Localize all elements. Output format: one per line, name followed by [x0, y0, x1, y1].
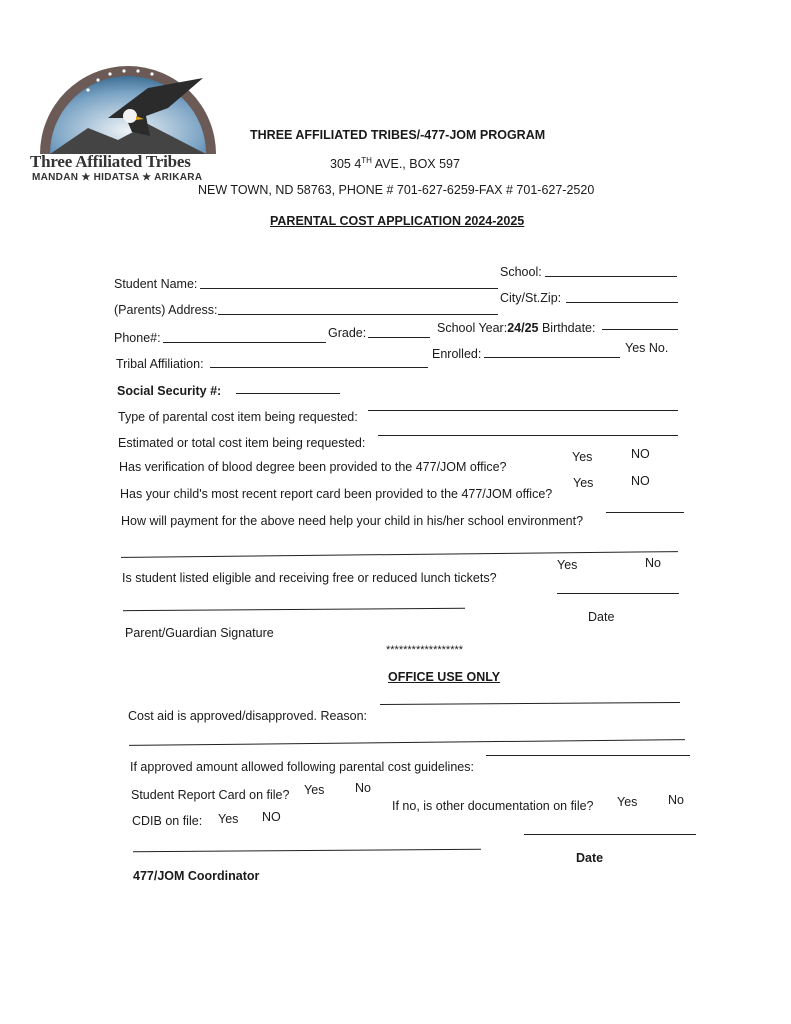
reason-field-1[interactable]	[380, 702, 680, 705]
blood-degree-yes[interactable]: Yes	[572, 450, 593, 464]
divider-stars: ******************	[386, 644, 464, 656]
school-year-value: 24/25	[507, 321, 539, 335]
cdib-no[interactable]: NO	[262, 810, 281, 824]
school-year	[437, 321, 595, 335]
guidelines-field[interactable]	[486, 755, 690, 756]
payment-field-2[interactable]	[121, 551, 678, 558]
other-doc-label: If no, is other documentation on file?	[392, 799, 594, 813]
blood-degree-no[interactable]: NO	[631, 447, 650, 461]
form-title: PARENTAL COST APPLICATION 2024-2025	[270, 214, 525, 228]
city-field[interactable]	[566, 302, 678, 303]
tribal-affiliation-label: Tribal Affiliation:	[116, 357, 204, 371]
item-type-label: Type of parental cost item being requested:	[118, 410, 358, 424]
grade-label: Grade:	[328, 326, 367, 340]
item-type-field[interactable]	[368, 410, 678, 411]
report-card-yes[interactable]: Yes	[573, 476, 594, 490]
payment-question: How will payment for the above need help your child in his/her school environment?	[121, 514, 584, 528]
signature-label: Parent/Guardian Signature	[125, 626, 274, 640]
student-name-label: Student Name:	[114, 277, 198, 291]
enrolled-options[interactable]: Yes No.	[625, 341, 669, 355]
cdib-label: CDIB on file:	[132, 814, 203, 828]
coordinator-signature-field[interactable]	[133, 849, 481, 852]
program-title: THREE AFFILIATED TRIBES/-477-JOM PROGRAM	[250, 128, 546, 142]
approved-label: Cost aid is approved/disapproved. Reason:	[128, 709, 368, 723]
blood-degree-question: Has verification of blood degree been provided to the 477/JOM office?	[119, 460, 507, 474]
tribal-logo	[28, 58, 228, 188]
logo-subtitle: MANDAN ★ HIDATSA ★ ARIKARA	[32, 172, 203, 183]
office-use-title: OFFICE USE ONLY	[388, 670, 501, 684]
report-card-question: Has your child's most recent report card been provided to the 477/JOM office?	[120, 487, 553, 501]
grade-field[interactable]	[368, 337, 430, 338]
eagle-emblem-icon	[28, 58, 228, 158]
report-card-file-no[interactable]: No	[355, 781, 371, 795]
item-cost-field[interactable]	[378, 435, 678, 436]
city-label: City/St.Zip:	[500, 291, 562, 305]
other-doc-no[interactable]: No	[668, 793, 684, 807]
phone-field[interactable]	[163, 342, 326, 343]
ssn-field[interactable]	[236, 393, 340, 394]
school-year-label: School Year:	[437, 321, 508, 335]
report-card-file-yes[interactable]: Yes	[304, 783, 325, 797]
item-cost-label: Estimated or total cost item being requested:	[118, 436, 366, 450]
report-card-file-label: Student Report Card on file?	[131, 788, 290, 802]
address-rest: AVE., BOX 597	[371, 157, 460, 172]
signature-date-label: Date	[588, 610, 615, 624]
phone-label: Phone#:	[114, 331, 161, 345]
enrolled-field[interactable]	[484, 357, 620, 358]
lunch-no[interactable]: No	[645, 556, 661, 570]
school-field[interactable]	[545, 276, 677, 277]
other-doc-yes[interactable]: Yes	[617, 795, 638, 809]
cdib-yes[interactable]: Yes	[218, 812, 239, 826]
address-field[interactable]	[218, 314, 498, 315]
address-suffix: TH	[361, 156, 372, 165]
signature-field[interactable]	[123, 608, 465, 611]
student-name-field[interactable]	[200, 288, 498, 289]
signature-date-field[interactable]	[557, 593, 679, 594]
payment-field-1[interactable]	[606, 512, 684, 513]
reason-field-2[interactable]	[129, 739, 685, 746]
enrolled-label: Enrolled:	[432, 347, 482, 361]
address-number: 305 4	[330, 157, 362, 172]
street-address	[330, 156, 460, 171]
school-label: School:	[500, 265, 542, 279]
lunch-question: Is student listed eligible and receiving free or reduced lunch tickets?	[122, 571, 497, 585]
address-label: (Parents) Address:	[114, 303, 218, 317]
tribal-affiliation-field[interactable]	[210, 367, 428, 368]
coordinator-date-label: Date	[576, 851, 604, 865]
guidelines-label: If approved amount allowed following parental cost guidelines:	[130, 760, 474, 774]
lunch-yes[interactable]: Yes	[557, 558, 578, 572]
coordinator-label: 477/JOM Coordinator	[133, 869, 260, 883]
coordinator-date-field[interactable]	[524, 834, 696, 835]
logo-name: Three Affiliated Tribes	[30, 152, 191, 171]
birthdate-field[interactable]	[602, 329, 678, 330]
city-phone-line: NEW TOWN, ND 58763, PHONE # 701-627-6259-FAX # 701-627-2520	[198, 183, 595, 197]
birthdate-label: Birthdate:	[541, 321, 596, 335]
ssn-label: Social Security #:	[117, 384, 222, 398]
report-card-no[interactable]: NO	[631, 474, 650, 488]
